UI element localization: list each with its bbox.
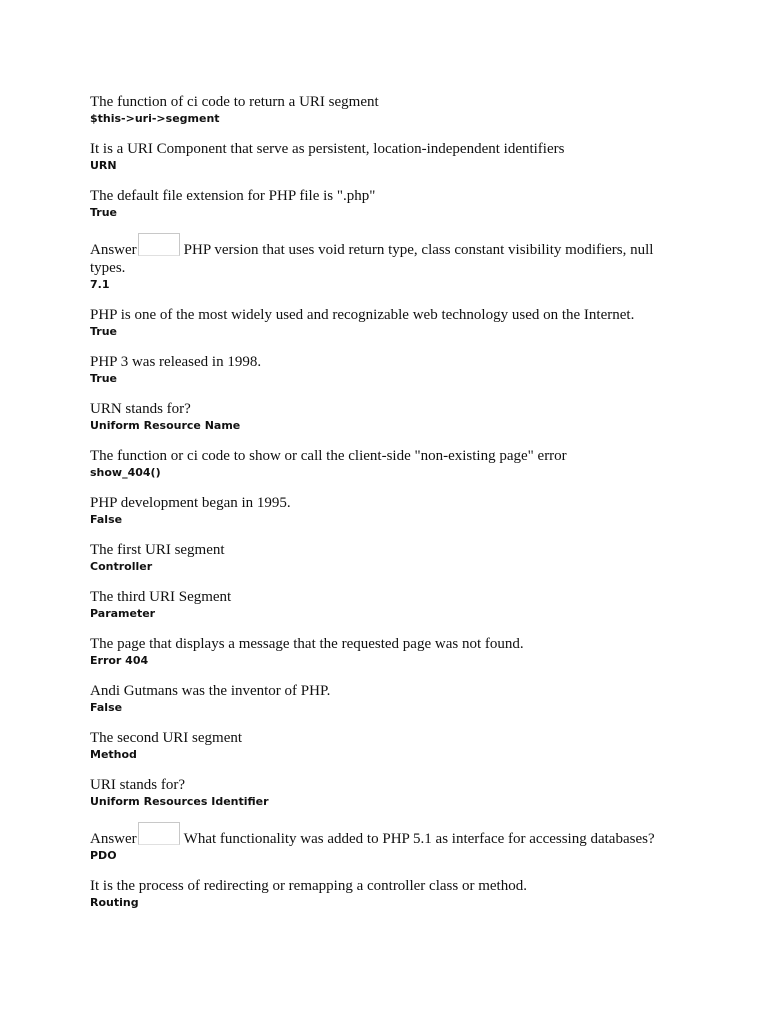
answer-text: $this->uri->segment xyxy=(90,112,220,125)
question-line xyxy=(90,823,690,848)
question-text: The first URI segment xyxy=(90,542,225,558)
question-text: The second URI segment xyxy=(90,730,243,746)
qa-item xyxy=(90,447,690,480)
question-text: The function of ci code to return a URI segment xyxy=(90,94,379,110)
quiz-document xyxy=(90,93,690,924)
answer-text: Parameter xyxy=(90,607,156,620)
qa-item xyxy=(90,140,690,173)
question-text: URI stands for? xyxy=(90,777,185,793)
question-text: The default file extension for PHP file is ".php" xyxy=(90,188,376,204)
question-text: It is the process of redirecting or remapping a controller class or method. xyxy=(90,878,527,894)
qa-item xyxy=(90,588,690,621)
question-line xyxy=(90,234,670,277)
answer-text: Method xyxy=(90,748,137,761)
qa-item xyxy=(90,234,690,292)
qa-item xyxy=(90,306,690,339)
answer-text: False xyxy=(90,701,123,714)
qa-item xyxy=(90,682,690,715)
answer-text: show_404() xyxy=(90,466,161,479)
question-text: Andi Gutmans was the inventor of PHP. xyxy=(90,683,331,699)
answer-input-box[interactable] xyxy=(138,822,180,845)
question-text: PHP development began in 1995. xyxy=(90,495,291,511)
answer-prefix-label: Answer xyxy=(90,831,137,847)
question-text: The third URI Segment xyxy=(90,589,232,605)
question-text: The function or ci code to show or call the client-side "non-existing page" error xyxy=(90,448,567,464)
qa-item xyxy=(90,877,690,910)
qa-item xyxy=(90,400,690,433)
qa-item xyxy=(90,635,690,668)
answer-text: True xyxy=(90,206,118,219)
answer-input-box[interactable] xyxy=(138,233,180,256)
answer-prefix-label: Answer xyxy=(90,242,137,258)
question-text: The page that displays a message that the requested page was not found. xyxy=(90,636,524,652)
answer-text: True xyxy=(90,325,118,338)
answer-text: URN xyxy=(90,159,117,172)
question-text: PHP version that uses void return type, class constant visibility modifiers, null types. xyxy=(90,242,654,276)
qa-item xyxy=(90,494,690,527)
answer-text: PDO xyxy=(90,849,117,862)
question-text: URN stands for? xyxy=(90,401,191,417)
qa-item xyxy=(90,541,690,574)
answer-text: True xyxy=(90,372,118,385)
qa-item xyxy=(90,353,690,386)
qa-item xyxy=(90,776,690,809)
answer-text: Routing xyxy=(90,896,139,909)
answer-text: Uniform Resource Name xyxy=(90,419,241,432)
question-text: PHP 3 was released in 1998. xyxy=(90,354,262,370)
answer-text: Controller xyxy=(90,560,153,573)
question-text: PHP is one of the most widely used and recognizable web technology used on the Internet. xyxy=(90,307,635,323)
answer-text: Uniform Resources Identifier xyxy=(90,795,269,808)
qa-item xyxy=(90,187,690,220)
question-text: It is a URI Component that serve as persistent, location-independent identifiers xyxy=(90,141,565,157)
question-text: What functionality was added to PHP 5.1 as interface for accessing databases? xyxy=(183,831,655,847)
answer-text: 7.1 xyxy=(90,278,110,291)
qa-item xyxy=(90,729,690,762)
qa-item xyxy=(90,823,690,863)
answer-text: Error 404 xyxy=(90,654,149,667)
answer-text: False xyxy=(90,513,123,526)
qa-item xyxy=(90,93,690,126)
